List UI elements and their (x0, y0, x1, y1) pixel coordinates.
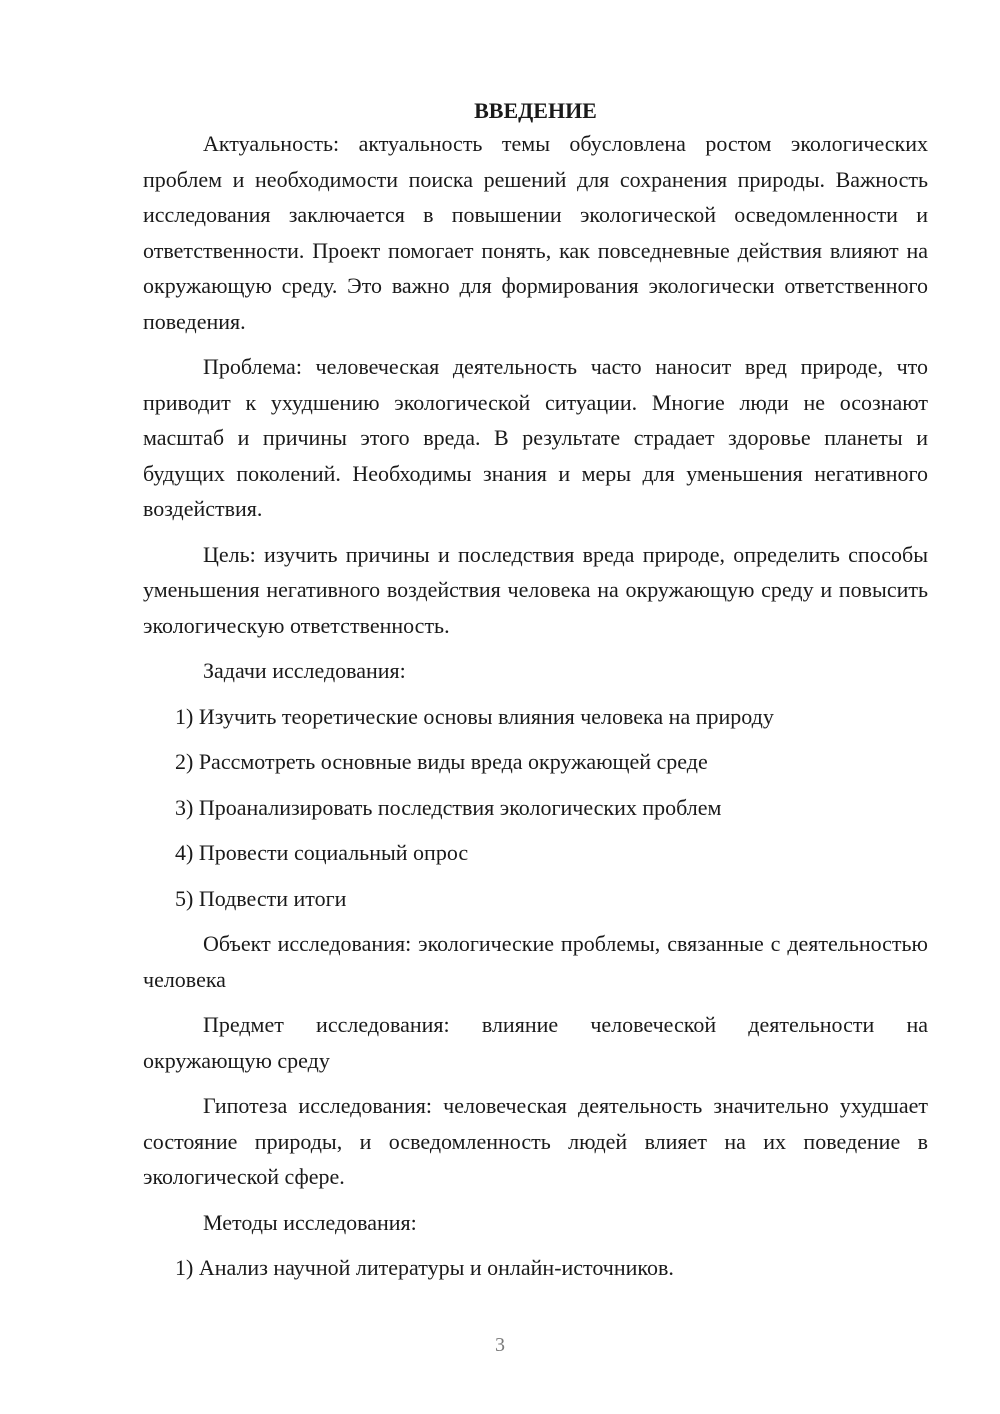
relevance-paragraph: Актуальность: актуальность темы обусловлена ростом экологических проблем и необходимости поиска решений для сохранения природы. Важность исследования заключается в повышении экологической осведомленности и ответственности. Проект помогает понять, как повседневные действия влияют на окружающую среду. Это важно для формирования экологически ответственного поведения. (143, 131, 928, 334)
page-number: 3 (495, 1334, 505, 1356)
task-item-1: 1) Изучить теоретические основы влияния человека на природу (175, 703, 774, 729)
problem-paragraph: Проблема: человеческая деятельность часто наносит вред природе, что приводит к ухудшению экологической ситуации. Многие люди не осознают масштаб и причины этого вреда. В результате страдает здоровье планеты и будущих поколений. Необходимы знания и меры для уменьшения негативного воздействия. (143, 354, 928, 521)
task-item-4: 4) Провести социальный опрос (175, 840, 469, 865)
page-title: ВВЕДЕНИЕ (474, 98, 597, 123)
tasks-heading: Задачи исследования: (203, 658, 406, 683)
document-page (143, 96, 928, 1286)
methods-heading: Методы исследования: (203, 1209, 417, 1235)
hypothesis-paragraph: Гипотеза исследования: человеческая деятельность значительно ухудшает состояние природы, и осведомленность людей влияет на их поведение в экологической сфере. (143, 1093, 928, 1189)
task-item-3: 3) Проанализировать последствия экологических проблем (175, 794, 722, 820)
subject-paragraph: Предмет исследования: влияние человеческой деятельности на окружающую среду (143, 1012, 928, 1073)
goal-paragraph: Цель: изучить причины и последствия вреда природе, определить способы уменьшения негативного воздействия человека на окружающую среду и повысить экологическую ответственность. (143, 541, 928, 638)
task-item-5: 5) Подвести итоги (175, 885, 347, 911)
object-paragraph: Объект исследования: экологические проблемы, связанные с деятельностью человека (143, 931, 928, 992)
task-item-2: 2) Рассмотреть основные виды вреда окружающей среде (175, 749, 708, 774)
method-item-1: 1) Анализ научной литературы и онлайн-источников. (175, 1255, 674, 1280)
